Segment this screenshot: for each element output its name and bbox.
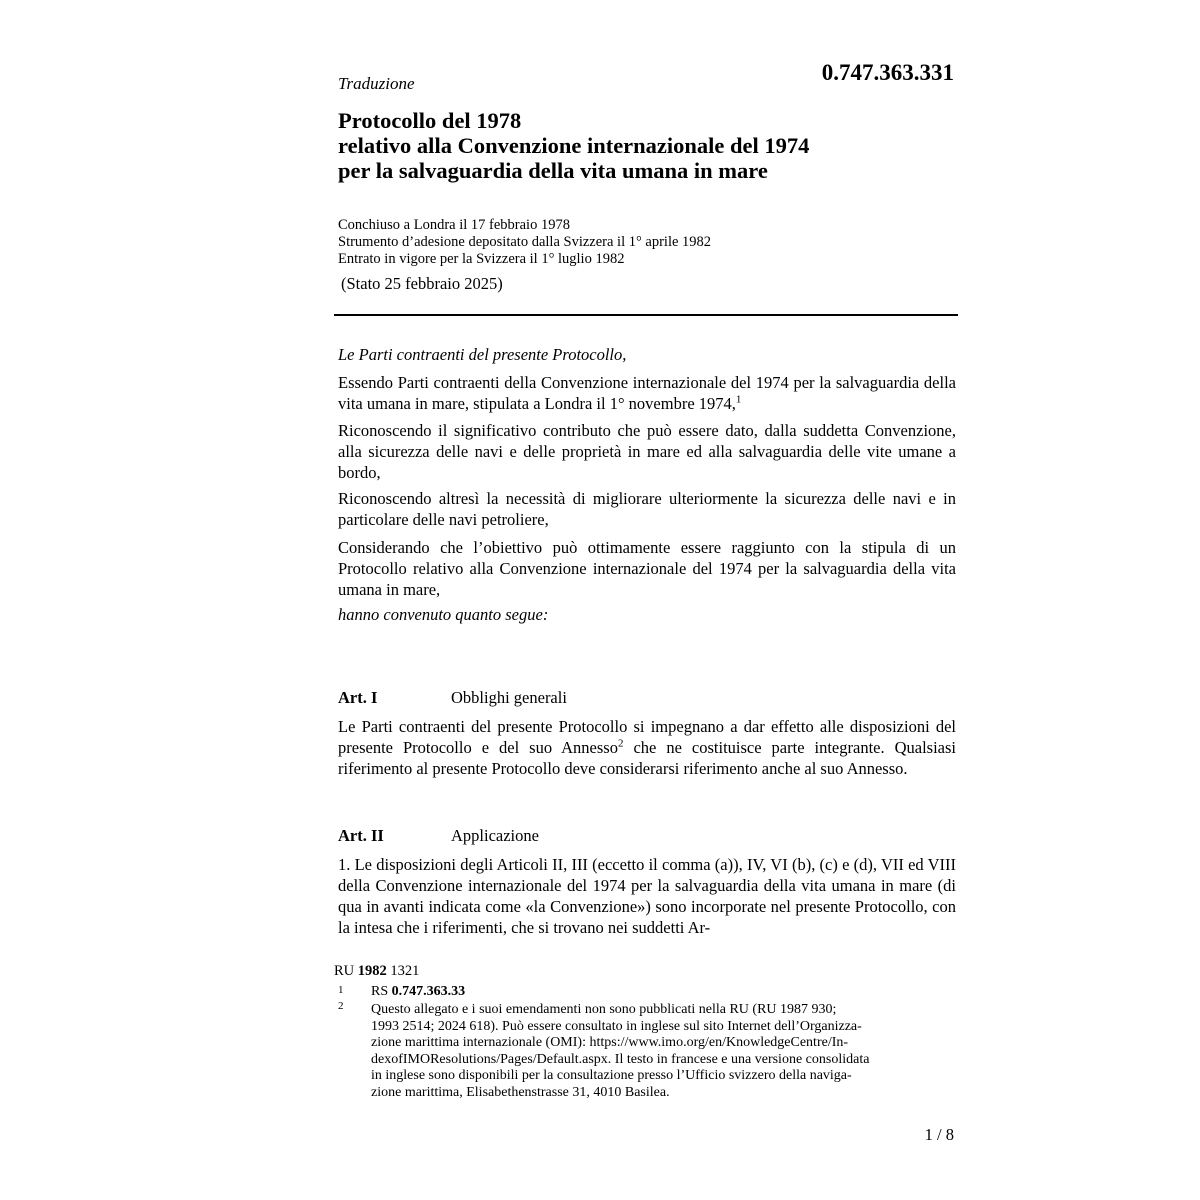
footnote-ref-1[interactable]: 1 (735, 393, 742, 406)
article-2-title: Applicazione (451, 826, 539, 845)
article-2-text: 1. Le disposizioni degli Articoli II, III (eccetto il comma (a)), IV, VI (b), (c) e (d), VII ed VIII della Convenzione internazionale del 1974 per la salvaguardia della vita umana in mare (di qua in avanti indicata come «la Convenzione») sono incorporate nel presente Protocollo, con la intesa che i riferimenti, che si trovano nei suddetti Ar- (338, 855, 956, 937)
footnote-2-mark: 2 (338, 1000, 344, 1012)
footnote-1-ref: 0.747.363.33 (391, 984, 466, 999)
title-line-3: per la salvaguardia della vita umana in mare (338, 158, 768, 183)
translation-label: Traduzione (338, 74, 415, 93)
meta-instrument: Strumento d’adesione depositato dalla Svizzera il 1° aprile 1982 (338, 234, 712, 250)
article-1-text-b: che ne costituisce parte integrante. Qualsiasi riferimento al presente Protocollo deve considerarsi riferimento anche al suo Annesso. (338, 738, 956, 778)
ru-reference (334, 963, 419, 980)
article-1-number: Art. I (338, 688, 378, 707)
footnote-2-line-1: Questo allegato e i suoi emendamenti non sono pubblicati nella RU (RU 1987 930; (371, 1002, 837, 1017)
footnote-1-mark: 1 (338, 984, 344, 996)
article-1-heading (338, 688, 567, 708)
footnote-2-line-3: zione marittima internazionale (OMI): https://www.imo.org/en/KnowledgeCentre/In- (371, 1035, 849, 1050)
header-divider (334, 314, 958, 316)
page-number: 1 / 8 (924, 1125, 954, 1144)
article-1-title: Obblighi generali (451, 688, 567, 707)
article-1-text-a: Le Parti contraenti del presente Protocollo si impegnano a dar effetto alle disposizioni del presente Protocollo e del suo Annesso (338, 717, 956, 757)
preamble-paragraph-3: Riconoscendo altresì la necessità di migliorare ulteriormente la sicurezza delle navi e in particolare delle navi petroliere, (338, 489, 956, 529)
ru-year: 1982 (357, 963, 387, 979)
footnote-2-line-4: dexofIMOResolutions/Pages/Default.aspx. Il testo in francese e una versione consolidata (371, 1051, 870, 1067)
meta-concluded: Conchiuso a Londra il 17 febbraio 1978 (338, 217, 570, 233)
footnote-ref-2[interactable]: 2 (617, 737, 624, 750)
ru-page: 1321 (390, 963, 420, 979)
footnote-2-line-2: 1993 2514; 2024 618). Può essere consultato in inglese sul sito Internet dell’Organizza- (371, 1018, 862, 1034)
footnote-2-line-5: in inglese sono disponibili per la consultazione presso l’Ufficio svizzero della naviga- (371, 1068, 852, 1083)
document-title (338, 108, 958, 183)
meta-in-force: Entrato in vigore per la Svizzera il 1° luglio 1982 (338, 251, 625, 267)
preamble-intro: Le Parti contraenti del presente Protocollo, (338, 345, 627, 364)
status-date: (Stato 25 febbraio 2025) (341, 274, 503, 293)
preamble-paragraph-1 (338, 372, 956, 414)
title-line-1: Protocollo del 1978 (338, 108, 522, 133)
preamble-paragraph-2: Riconoscendo il significativo contributo che può essere dato, dalla suddetta Convenzione, alla sicurezza delle navi e delle proprietà in mare ed alla salvaguardia delle vite umane a bordo, (338, 421, 956, 482)
article-2-heading (338, 826, 539, 846)
footnote-2-line-6: zione marittima, Elisabethenstrasse 31, 4010 Basilea. (371, 1084, 670, 1100)
footnote-1-prefix: RS (371, 984, 389, 999)
footnote-1-text (371, 984, 961, 1000)
title-line-2: relativo alla Convenzione internazionale del 1974 (338, 133, 810, 158)
preamble-paragraph-4: Considerando che l’obiettivo può ottimamente essere raggiunto con la stipula di un Protocollo relativo alla Convenzione internazionale del 1974 per la salvaguardia della vita umana in mare, (338, 538, 956, 599)
document-meta (338, 217, 711, 268)
preamble-closing: hanno convenuto quanto segue: (338, 605, 549, 624)
preamble-paragraph-1-text: Essendo Parti contraenti della Convenzione internazionale del 1974 per la salvaguardia della vita umana in mare, stipulata a Londra il 1° novembre 1974, (338, 373, 956, 413)
article-1-text (338, 716, 956, 779)
ru-prefix: RU (334, 963, 355, 979)
document-number: 0.747.363.331 (821, 60, 954, 85)
footnote-2-text (371, 1002, 961, 1101)
article-2-number: Art. II (338, 826, 384, 845)
